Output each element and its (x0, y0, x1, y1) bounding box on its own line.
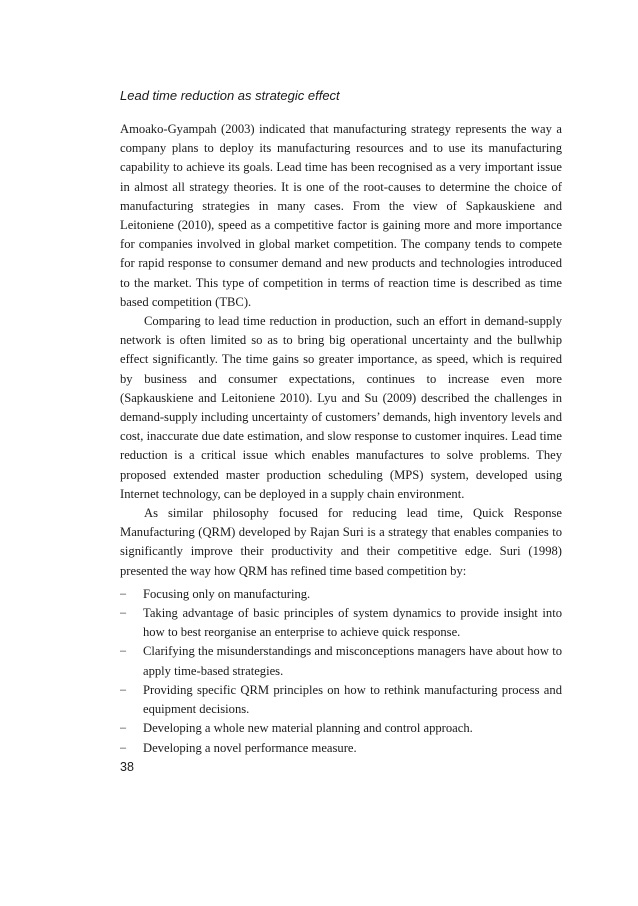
list-item-text: Clarifying the misunderstandings and misconceptions managers have about how to apply time-based strategies. (143, 644, 562, 678)
list-dash: – (120, 587, 127, 600)
list-dash: – (120, 645, 127, 658)
page-number: 38 (120, 760, 134, 774)
paragraph-3: As similar philosophy focused for reducing lead time, Quick Response Manufacturing (QRM) developed by Rajan Suri is a strategy that enables companies to significantly improve their productivity and their competitive edge. Suri (1998) presented the way how QRM has refined time based competition by: (120, 506, 562, 578)
list-item-text: Taking advantage of basic principles of system dynamics to provide insight into how to best reorganise an enterprise to achieve quick response. (143, 606, 562, 640)
paragraph-1: Amoako-Gyampah (2003) indicated that manufacturing strategy represents the way a company plans to deploy its manufacturing resources and to use its manufacturing capability to achieve its goals. Lead time has been recognised as a very important issue in almost all strategy theories. It is one of the root-causes to determine the choice of manufacturing strategies in many cases. From the view of Sapkauskiene and Leitoniene (2010), speed as a competitive factor is gaining more and more importance for companies involved in global market competition. The company tends to compete for rapid response to consumer demand and new products and technologies introduced to the market. This type of competition in terms of reaction time is described as time based competition (TBC). (120, 122, 562, 309)
qrm-list (120, 585, 562, 758)
list-item (120, 681, 562, 719)
list-item-text: Developing a novel performance measure. (143, 740, 357, 755)
list-item (120, 719, 562, 738)
list-item (120, 642, 562, 680)
list-dash: – (120, 683, 127, 696)
list-dash: – (120, 722, 127, 735)
list-item-text: Providing specific QRM principles on how to rethink manufacturing process and equipment decisions. (143, 682, 562, 717)
list-item (120, 585, 562, 604)
list-item (120, 604, 562, 642)
paragraph-2: Comparing to lead time reduction in production, such an effort in demand-supply network is often limited so as to bring big operational uncertainty and the bullwhip effect significantly. The time gains so greater importance, as speed, which is required by business and consumer expectations, continues to increase even more (Sapkauskiene and Leitoniene 2010). Lyu and Su (2009) described the challenges in demand-supply including uncertainty of customers’ demands, high inventory levels and cost, inaccurate due date estimation, and slow response to customer inquires. Lead time reduction is a critical issue which enables manufactures to solve problems. They proposed extended master production scheduling (MPS) system, developed using Internet technology, can be deployed in a supply chain environment. (120, 314, 562, 501)
list-dash: – (120, 741, 127, 754)
list-item-text: Focusing only on manufacturing. (143, 586, 311, 601)
list-dash: – (120, 607, 127, 620)
list-item (120, 739, 562, 758)
section-heading: Lead time reduction as strategic effect (120, 88, 340, 103)
body-text (120, 120, 562, 758)
list-item-text: Developing a whole new material planning and control approach. (143, 721, 473, 736)
